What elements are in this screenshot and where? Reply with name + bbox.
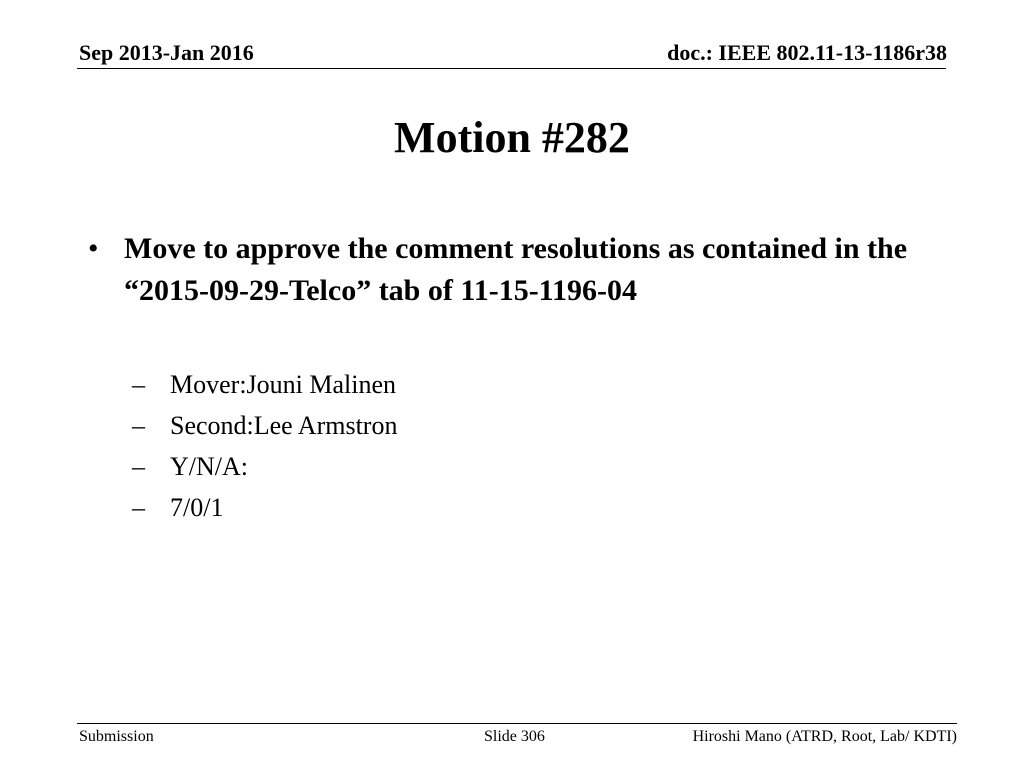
dash-icon: –	[132, 411, 145, 440]
list-item-second	[132, 405, 397, 446]
slide-title: Motion #282	[394, 113, 630, 162]
list-item-text: 7/0/1	[170, 493, 224, 522]
sub-bullet-list	[132, 364, 397, 528]
list-item-text: Mover:Jouni Malinen	[170, 370, 397, 399]
footer-divider	[77, 723, 957, 724]
footer-slide-number: Slide 306	[484, 728, 545, 745]
list-item-vote-label	[132, 446, 397, 487]
dash-icon: –	[132, 452, 145, 481]
dash-icon: –	[132, 493, 145, 522]
footer-submission: Submission	[79, 728, 154, 745]
main-bullet-text: Move to approve the comment resolutions as contained in the “2015-09-29-Telco” tab of 11-15-1196-04	[124, 232, 908, 307]
list-item-vote-result	[132, 487, 397, 528]
list-item-mover	[132, 364, 397, 405]
header-divider	[77, 68, 946, 69]
header-date-range: Sep 2013-Jan 2016	[79, 40, 254, 65]
bullet-icon: •	[88, 232, 99, 265]
footer-author: Hiroshi Mano (ATRD, Root, Lab/ KDTI)	[692, 728, 957, 745]
dash-icon: –	[132, 370, 145, 399]
list-item-text: Y/N/A:	[170, 452, 248, 481]
header-doc-id: doc.: IEEE 802.11-13-1186r38	[667, 40, 947, 65]
main-bullet	[88, 228, 948, 312]
list-item-text: Second:Lee Armstron	[170, 411, 398, 440]
